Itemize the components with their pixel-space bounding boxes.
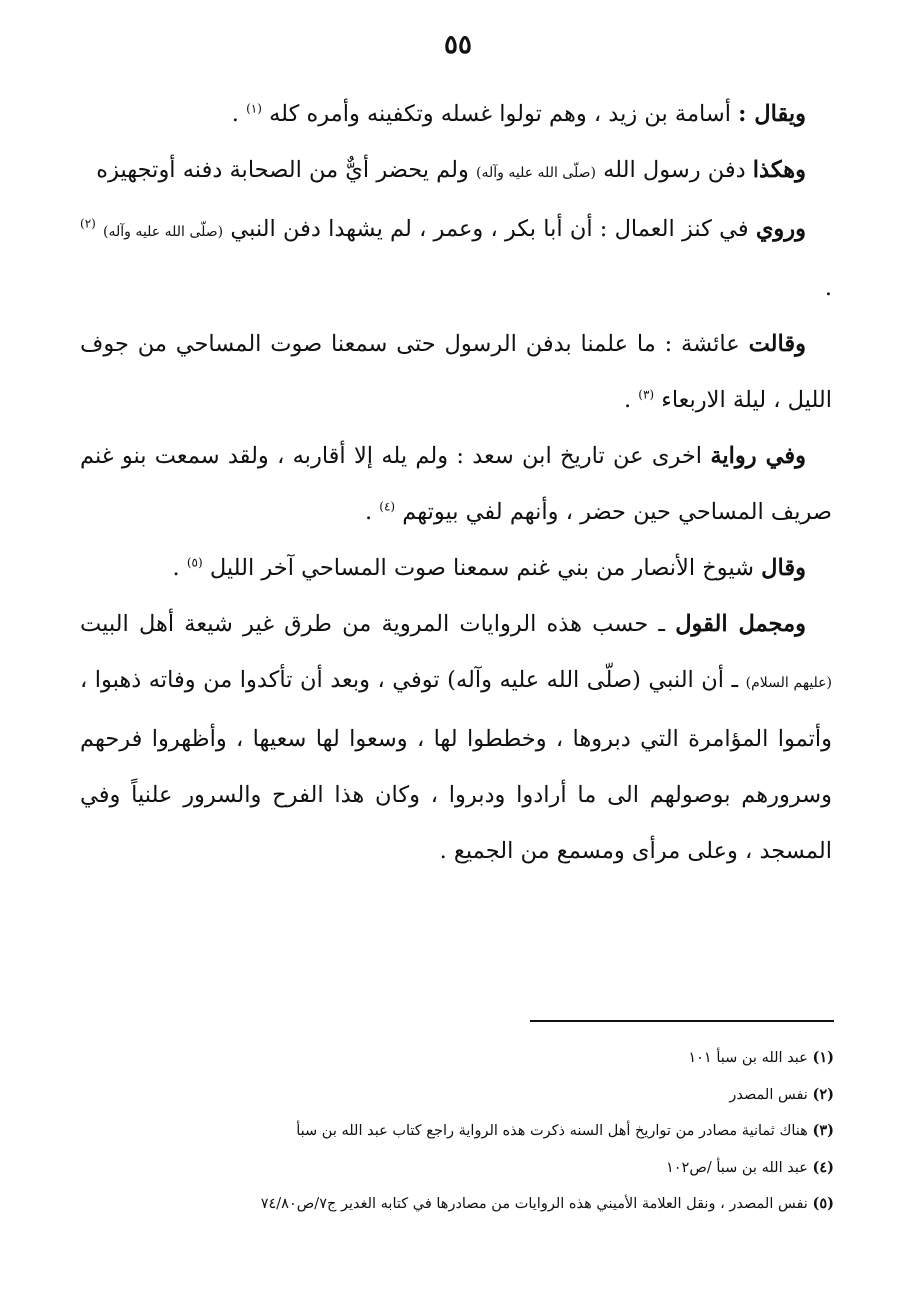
- paragraph: [80, 316, 832, 428]
- paragraph-lead: ويقال :: [738, 101, 806, 127]
- honorific: (صلّى الله عليه وآله): [103, 224, 224, 240]
- paragraph-text-2: ـ أن النبي (صلّى الله عليه وآله) توفي ، وبعد أن تأكدوا من وفاته ذهبوا ، وأتموا المؤامرة التي دبروها ، وخططوا لها ، وسعوا لها سعيها ، وأظهروا فرحهم وسرورهم بوصولهم الى ما أرادوا ودبروا ، وكان هذا الفرح والسرور علنياً وفي المسجد ، وعلى مرأى ومسمع من الجميع: [80, 667, 832, 864]
- page-number: ٥٥: [444, 30, 472, 60]
- paragraph: [80, 201, 832, 316]
- footnote-number: (١): [812, 1049, 834, 1066]
- paragraph: [80, 540, 832, 596]
- footnote-ref[interactable]: (٥): [186, 555, 203, 570]
- paragraph-lead: وروي: [755, 216, 807, 242]
- footnote-number: (٣): [812, 1122, 834, 1139]
- footnote-text: عبد الله بن سبأ /ص١٠٢: [665, 1159, 808, 1176]
- paragraph: [80, 86, 832, 142]
- paragraph: [80, 142, 832, 201]
- footnote-ref[interactable]: (٤): [379, 499, 396, 514]
- honorific: (صلّى الله عليه وآله): [476, 165, 596, 181]
- paragraph-tail: .: [439, 838, 447, 864]
- footnote: [100, 1150, 834, 1187]
- paragraph-tail: .: [172, 555, 180, 581]
- paragraph-tail: .: [824, 275, 832, 301]
- paragraph-tail: .: [364, 499, 373, 525]
- footnote: [100, 1113, 834, 1150]
- body-text: [80, 86, 832, 879]
- paragraph-lead: وفي رواية: [710, 443, 807, 469]
- paragraph-text: دفن رسول الله: [603, 157, 746, 183]
- paragraph-tail: .: [231, 101, 239, 127]
- footnote: [100, 1040, 834, 1077]
- footnote-ref[interactable]: (٣): [638, 387, 655, 402]
- footnote-separator: [530, 1020, 834, 1022]
- footnote-ref[interactable]: (٢): [80, 216, 96, 231]
- footnote: [100, 1077, 834, 1114]
- footnote-text: نفس المصدر: [729, 1086, 808, 1103]
- paragraph-text: في كنز العمال : أن أبا بكر ، وعمر ، لم يشهدا دفن النبي: [230, 216, 749, 242]
- paragraph-text: أسامة بن زيد ، وهم تولوا غسله وتكفينه وأمره كله: [269, 101, 731, 127]
- paragraph-text: اخرى عن تاريخ ابن سعد : ولم يله إلا أقاربه ، ولقد سمعت بنو غنم صريف المساحي حين حضر ، وأنهم لفي بيوتهم: [80, 443, 832, 525]
- footnote-text: نفس المصدر ، ونقل العلامة الأميني هذه الروايات من مصادرها في كتابه الغدير ج٧/ص٧٤/٨٠: [260, 1196, 808, 1212]
- footnote-number: (٤): [812, 1158, 834, 1176]
- paragraph-text: عائشة : ما علمنا بدفن الرسول حتى سمعنا صوت المساحي من جوف الليل ، ليلة الاربعاء: [80, 331, 832, 413]
- footnote-text: عبد الله بن سبأ ١٠١: [688, 1050, 808, 1066]
- paragraph: [80, 596, 832, 879]
- paragraph-text: شيوخ الأنصار من بني غنم سمعنا صوت المساحي آخر الليل: [209, 555, 755, 581]
- paragraph-text: ـ حسب هذه الروايات المروية من طرق غير شيعة أهل البيت: [80, 611, 665, 637]
- footnote: [100, 1186, 834, 1223]
- footnote-number: (٢): [812, 1085, 834, 1103]
- footnote-number: (٥): [812, 1195, 834, 1212]
- paragraph-text-2: ولم يحضر أيٌّ من الصحابة دفنه أوتجهيزه: [96, 157, 469, 183]
- honorific: (عليهم السلام): [745, 675, 832, 691]
- paragraph-tail: .: [623, 387, 632, 413]
- paragraph-lead: وقال: [761, 555, 806, 581]
- footnote-ref[interactable]: (١): [246, 101, 262, 116]
- paragraph-lead: وهكذا: [752, 157, 806, 183]
- footnote-text: هناك ثمانية مصادر من تواريخ أهل السنه ذكرت هذه الرواية راجع كتاب عبد الله بن سبأ: [296, 1123, 808, 1139]
- footnotes: [100, 1040, 834, 1223]
- paragraph-lead: ومجمل القول: [675, 611, 806, 637]
- paragraph-lead: وقالت: [748, 331, 806, 357]
- paragraph: [80, 428, 832, 540]
